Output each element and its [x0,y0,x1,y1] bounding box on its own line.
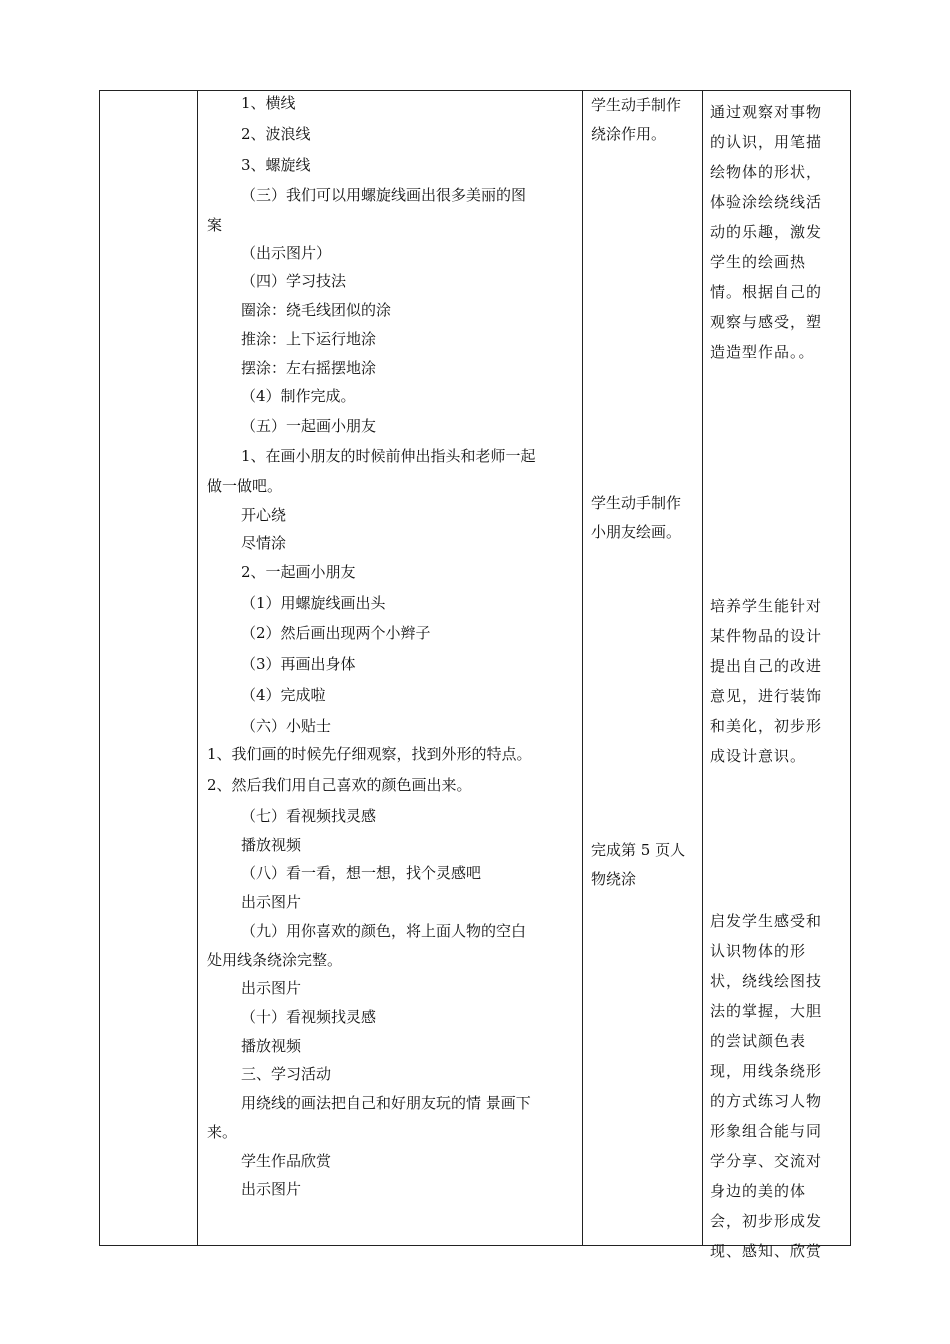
lesson-plan-table [99,90,851,1260]
process-line: 开心绕 [241,506,287,524]
column-divider [702,91,703,1245]
process-line: 播放视频 [241,1037,302,1055]
intent-line: 绘物体的形状， [710,163,823,181]
process-line: （4）完成啦 [241,686,326,704]
student-activity-block [591,836,701,894]
process-line: （2）然后画出现两个小辫子 [241,624,431,642]
process-line: 用绕线的画法把自己和好朋友玩的情 景画下 [241,1094,531,1112]
intent-line: 状，绕线绘图技 [710,972,823,990]
process-line: （3）再画出身体 [241,655,356,673]
process-line: （4）制作完成。 [241,387,356,405]
intent-line: 法的掌握，大胆 [710,1002,823,1020]
intent-line: 成设计意识。 [710,747,807,765]
intent-line: 情。根据自己的 [710,283,823,301]
column-divider [582,91,583,1245]
intent-line: 通过观察对事物 [710,103,823,121]
intent-line: 观察与感受，塑 [710,313,823,331]
process-line: 处用线条绕涂完整。 [207,951,343,969]
student-activity-block [591,489,701,547]
activity-line: 学生动手制作 [591,494,682,512]
intent-line: 意见，进行装饰 [710,687,823,705]
process-line: 学生作品欣赏 [241,1152,332,1170]
design-intent-block [710,591,844,771]
intent-line: 的尝试颜色表 [710,1032,807,1050]
intent-line: 提出自己的改进 [710,657,823,675]
intent-line: 的方式练习人物 [710,1092,823,1110]
process-line: （1）用螺旋线画出头 [241,594,386,612]
intent-line: 学生的绘画热 [710,253,807,271]
intent-line: 造造型作品。。 [710,343,815,361]
process-line: （九）用你喜欢的颜色，将上面人物的空白 [241,922,527,940]
intent-line: 培养学生能针对 [710,597,823,615]
activity-line: 小朋友绘画。 [591,523,682,541]
intent-line: 的认识，用笔描 [710,133,823,151]
process-line: 做一做吧。 [207,477,283,495]
process-line: 推涂：上下运行地涂 [241,330,377,348]
column-divider [197,91,198,1245]
intent-line: 学分享、交流对 [710,1152,823,1170]
process-line: 2、然后我们用自己喜欢的颜色画出来。 [207,776,472,794]
activity-line: 学生动手制作 [591,96,682,114]
intent-line: 认识物体的形 [710,942,807,960]
process-line: （十）看视频找灵感 [241,1008,377,1026]
process-line: 出示图片 [241,1180,302,1198]
process-line: （五）一起画小朋友 [241,417,377,435]
process-line: 播放视频 [241,836,302,854]
design-intent-block [710,97,844,367]
process-line: （八）看一看，想一想，找个灵感吧 [241,864,482,882]
process-line: （六）小贴士 [241,717,332,735]
process-line: （四）学习技法 [241,272,347,290]
process-line: 案 [207,216,223,234]
intent-line: 现，用线条绕形 [710,1062,823,1080]
activity-line: 物绕涂 [591,870,637,888]
process-line: 1、横线 [241,94,296,112]
intent-line: 形象组合能与同 [710,1122,823,1140]
intent-line: 身边的美的体 [710,1182,807,1200]
intent-line: 和美化，初步形 [710,717,823,735]
intent-line: 会，初步形成发 [710,1212,823,1230]
process-line: 出示图片 [241,893,302,911]
process-line: 三、学习活动 [241,1065,332,1083]
process-line: 摆涂：左右摇摆地涂 [241,359,377,377]
process-line: （三）我们可以用螺旋线画出很多美丽的图 [241,186,527,204]
process-line: （七）看视频找灵感 [241,807,377,825]
process-line: （出示图片） [241,244,332,262]
student-activity-block [591,91,701,149]
process-line: 1、在画小朋友的时候前伸出指头和老师一起 [241,447,536,465]
process-line: 3、螺旋线 [241,156,311,174]
process-line: 出示图片 [241,979,302,997]
process-line: 2、波浪线 [241,125,311,143]
intent-line: 启发学生感受和 [710,912,823,930]
process-line: 尽情涂 [241,534,287,552]
intent-line: 现、感知、欣赏 [710,1242,823,1260]
design-intent-block [710,906,844,1266]
process-line: 1、我们画的时候先仔细观察，找到外形的特点。 [207,745,532,763]
process-line: 2、一起画小朋友 [241,563,356,581]
intent-line: 某件物品的设计 [710,627,823,645]
activity-line: 绕涂作用。 [591,125,667,143]
intent-line: 动的乐趣，激发 [710,223,823,241]
process-line: 来。 [207,1123,238,1141]
activity-line: 完成第 5 页人 [591,841,686,859]
intent-line: 体验涂绘绕线活 [710,193,823,211]
process-line: 圈涂：绕毛线团似的涂 [241,301,392,319]
